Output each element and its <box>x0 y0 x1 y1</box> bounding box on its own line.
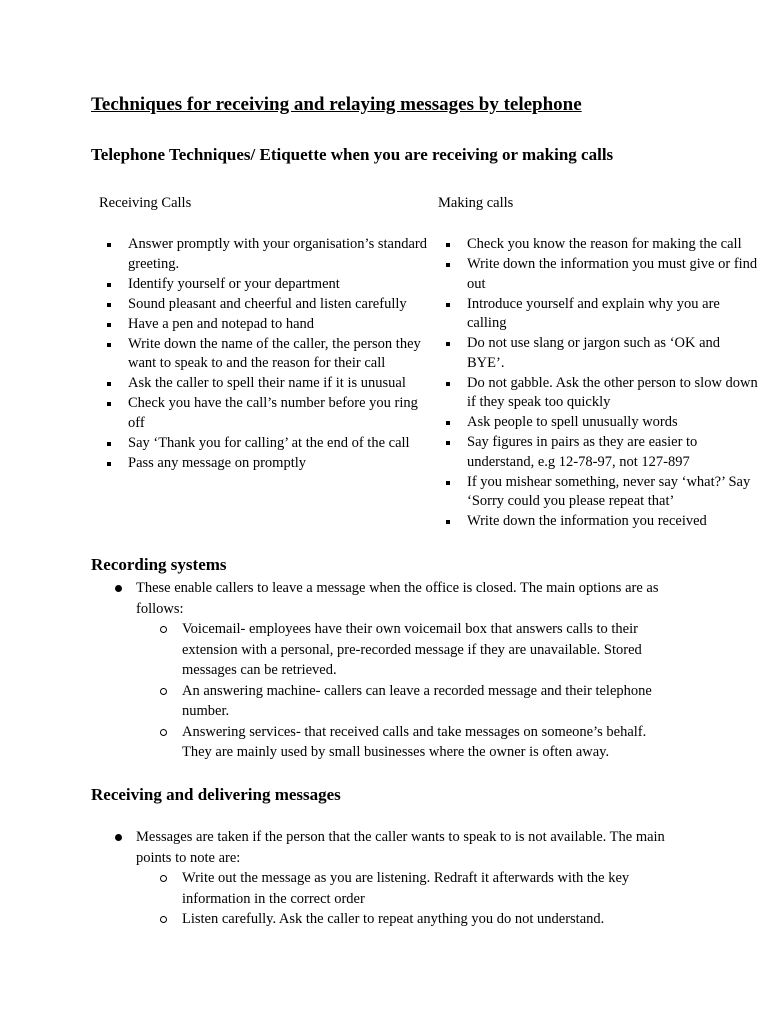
list-item: Pass any message on promptly <box>128 454 428 474</box>
messages-list <box>136 827 676 930</box>
list-item: Have a pen and notepad to hand <box>128 315 428 335</box>
recording-options-list <box>136 619 676 763</box>
list-item: Do not gabble. Ask the other person to slow down if they speak too quickly <box>467 374 759 413</box>
section-subtitle: Telephone Techniques/ Etiquette when you are receiving or making calls <box>91 145 614 164</box>
list-item: Introduce yourself and explain why you are calling <box>467 295 759 334</box>
list-item: Answering services- that received calls and take messages on someone’s behalf. They are mainly used by small businesses where the owner is often away. <box>182 722 676 763</box>
making-calls-heading: Making calls <box>438 195 514 211</box>
list-item: Ask the caller to spell their name if it is unusual <box>128 374 428 394</box>
list-item: If you mishear something, never say ‘what?’ Say ‘Sorry could you please repeat that’ <box>467 473 759 512</box>
messages-intro: Messages are taken if the person that the caller wants to speak to is not available. The main points to note are: <box>136 829 665 866</box>
list-item: Listen carefully. Ask the caller to repeat anything you do not understand. <box>182 909 676 930</box>
list-item <box>136 578 676 763</box>
messages-points-list <box>136 868 676 930</box>
list-item: Check you have the call’s number before you ring off <box>128 394 428 433</box>
list-item: Say ‘Thank you for calling’ at the end of the call <box>128 434 428 454</box>
list-item: Check you know the reason for making the call <box>467 235 759 255</box>
recording-systems-list <box>136 578 676 763</box>
list-item: Write out the message as you are listening. Redraft it afterwards with the key information in the correct order <box>182 868 676 909</box>
list-item: Answer promptly with your organisation’s standard greeting. <box>128 235 428 274</box>
document-title: Techniques for receiving and relaying messages by telephone <box>91 94 582 115</box>
list-item: Sound pleasant and cheerful and listen carefully <box>128 295 428 315</box>
list-item: Identify yourself or your department <box>128 275 428 295</box>
recording-systems-intro: These enable callers to leave a message when the office is closed. The main options are as follows: <box>136 580 659 617</box>
list-item: Write down the name of the caller, the person they want to speak to and the reason for their call <box>128 335 428 374</box>
messages-heading: Receiving and delivering messages <box>91 785 341 804</box>
list-item: Write down the information you received <box>467 512 759 532</box>
making-calls-list <box>467 235 759 532</box>
list-item: Ask people to spell unusually words <box>467 413 759 433</box>
list-item: Do not use slang or jargon such as ‘OK and BYE’. <box>467 334 759 373</box>
list-item: An answering machine- callers can leave a recorded message and their telephone number. <box>182 681 676 722</box>
list-item: Voicemail- employees have their own voicemail box that answers calls to their extension with a personal, pre-recorded message if they are unavailable. Stored messages can be retrieved. <box>182 619 676 681</box>
list-item <box>136 827 676 930</box>
list-item: Write down the information you must give or find out <box>467 255 759 294</box>
list-item: Say figures in pairs as they are easier to understand, e.g 12-78-97, not 127-897 <box>467 433 759 472</box>
recording-systems-heading: Recording systems <box>91 555 227 574</box>
receiving-calls-list <box>128 235 428 474</box>
receiving-calls-heading: Receiving Calls <box>99 195 192 211</box>
